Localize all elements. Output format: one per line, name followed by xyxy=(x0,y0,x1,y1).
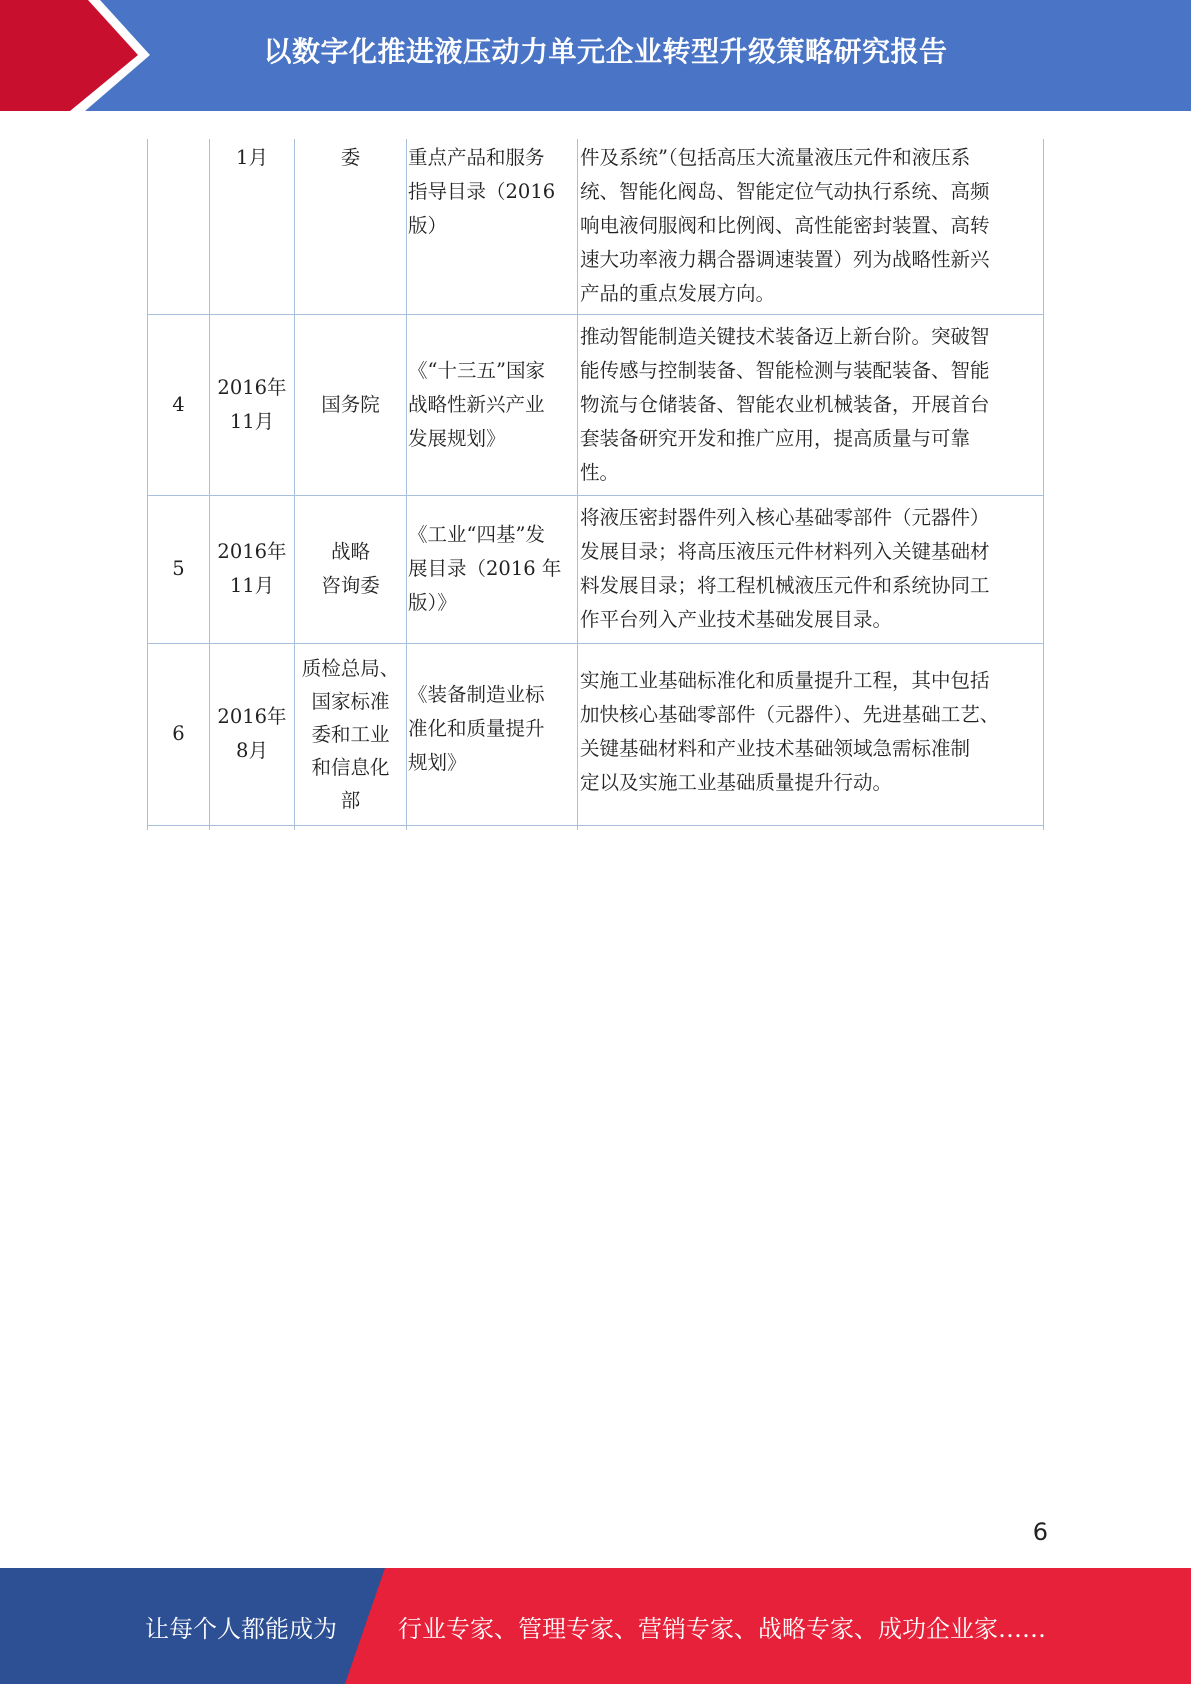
row-organization: 战略 咨询委 xyxy=(295,495,407,643)
table-row xyxy=(148,495,1044,643)
row-content: 件及系统”（包括高压大流量液压元件和液压系 统、智能化阀岛、智能定位气动执行系统、高频 响电液伺服阀和比例阀、高性能密封装置、高转 速大功率液力耦合器调速装置）列为战略性新兴 产品的重点发展方向。 xyxy=(578,139,1044,314)
row-organization: 国务院 xyxy=(295,314,407,495)
row-organization: 质检总局、 国家标准 委和工业 和信息化 部 xyxy=(295,643,407,825)
table-row xyxy=(148,643,1044,825)
footer-slogan-left: 让每个人都能成为 xyxy=(145,1614,337,1643)
report-title: 以数字化推进液压动力单元企业转型升级策略研究报告 xyxy=(263,35,948,68)
row-number xyxy=(148,139,210,314)
row-document: 重点产品和服务 指导目录（2016 版） xyxy=(407,139,578,314)
row-number: 4 xyxy=(148,314,210,495)
page-footer xyxy=(0,1568,1191,1684)
row-date: 2016年 11月 xyxy=(210,495,295,643)
page-number: 6 xyxy=(1032,1518,1048,1546)
row-organization: 委 xyxy=(295,139,407,314)
row-number: 5 xyxy=(148,495,210,643)
row-date: 2016年 8月 xyxy=(210,643,295,825)
row-date: 1月 xyxy=(210,139,295,314)
row-content: 实施工业基础标准化和质量提升工程，其中包括 加快核心基础零部件（元器件）、先进基础工艺、 关键基础材料和产业技术基础领域急需标准制 定以及实施工业基础质量提升行动。 xyxy=(578,643,1044,825)
row-document: 《装备制造业标 准化和质量提升 规划》 xyxy=(407,643,578,825)
row-document: 《“十三五”国家 战略性新兴产业 发展规划》 xyxy=(407,314,578,495)
row-date: 2016年 11月 xyxy=(210,314,295,495)
table-row-continuation xyxy=(148,825,1044,830)
row-content: 推动智能制造关键技术装备迈上新台阶。突破智 能传感与控制装备、智能检测与装配装备、智能 物流与仓储装备、智能农业机械装备，开展首台 套装备研究开发和推广应用，提高质量与可靠 性。 xyxy=(578,314,1044,495)
table-row xyxy=(148,314,1044,495)
row-number: 6 xyxy=(148,643,210,825)
table-row xyxy=(148,139,1044,314)
row-content: 将液压密封器件列入核心基础零部件（元器件） 发展目录；将高压液压元件材料列入关键基础材 料发展目录；将工程机械液压元件和系统协同工 作平台列入产业技术基础发展目录。 xyxy=(578,495,1044,643)
page-header xyxy=(0,0,1191,111)
policy-table xyxy=(147,139,1044,830)
footer-slogan-right: 行业专家、管理专家、营销专家、战略专家、成功企业家…… xyxy=(398,1614,1046,1643)
row-document: 《工业“四基”发 展目录（2016 年 版）》 xyxy=(407,495,578,643)
